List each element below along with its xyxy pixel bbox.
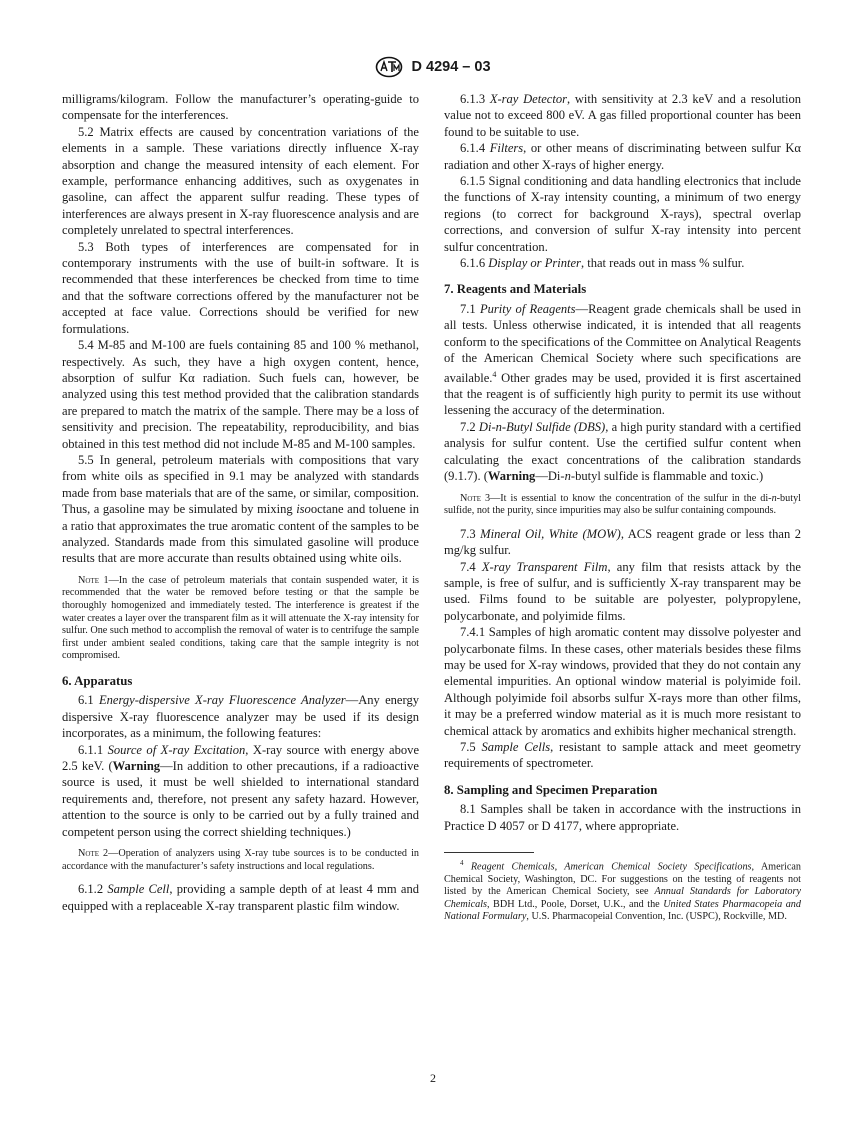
page-number: 2 xyxy=(430,1071,436,1085)
note-3: Note 3—It is essential to know the concentration of the sulfur in the di-n-butyl sulfide, not the purity, since impurities may also be sulfur containing compounds. xyxy=(444,492,801,517)
paragraph-6-1-4: 6.1.4 Filters, or other means of discriminating between sulfur Kα radiation and other X-rays of higher energy. xyxy=(444,141,802,172)
paragraph-6-1-3: 6.1.3 X-ray Detector, with sensitivity at 2.3 keV and a resolution value not to exceed 800 eV. A gas filled proportional counter has been found to be suitable to use. xyxy=(444,92,802,139)
right-column xyxy=(444,91,801,923)
paragraph-6-1-1: 6.1.1 Source of X-ray Excitation, X-ray source with energy above 2.5 keV. (Warning—In addition to other precautions, if a radioactive source is used, it must be well shielded to international standard requirements and, therefore, not present any safety hazard. However, attention to the source is only to be carried out by a fully trained and competent person using the correct shielding techniques.) xyxy=(62,742,420,839)
paragraph-5-5: 5.5 In general, petroleum materials with compositions that vary from white oils as specified in 9.1 may be analyzed with standards made from base materials that are of the same, or similar, composition. Thus, a gasoline may be simulated by mixing isooctane and toluene in a ratio that approximates the true aromatic content of the samples to be analyzed. Standards made from this simulated gasoline will produce results that are more accurate than results obtained using white oils. xyxy=(62,452,419,566)
paragraph-7-1: 7.1 Purity of Reagents—Reagent grade chemicals shall be used in all tests. Unless otherwise indicated, it is intended that all reagents conform to the specifications of the Committee on Analytical Reagents of the American Chemical Society where such specifications are available.$^4$ Other grades may be used, provided it is first ascertained that the reagent is of sufficiently high purity to permit its use without lessening the accuracy of the determination. xyxy=(444,301,801,418)
paragraph-6-1: 6.1 Energy-dispersive X-ray Fluorescence Analyzer—Any energy dispersive X-ray fluorescence analyzer may be used if its design incorporates, as a minimum, the following features: xyxy=(62,693,419,741)
paragraph-8-1: 8.1 Samples shall be taken in accordance with the instructions in Practice D 4057 or D 4177, where appropriate. xyxy=(444,802,801,833)
left-column xyxy=(62,91,419,914)
section-heading-sampling: 8. Sampling and Specimen Preparation xyxy=(444,782,658,797)
paragraph-5-2: 5.2 Matrix effects are caused by concentration variations of the elements in a sample. These variations directly influence X-ray absorption and change the measured intensity of each element. For example, performance enhancing additives, such as oxygenates in gasoline, can affect the apparent sulfur reading. These types of interferences are always present in X-ray fluorescence analysis and are completely unrelated to spectral interferences. xyxy=(62,124,419,238)
paragraph-7-5: 7.5 Sample Cells, resistant to sample attack and meet geometry requirements of spectrometer. xyxy=(444,739,801,771)
footnote-divider xyxy=(444,852,534,853)
page-header xyxy=(0,56,866,78)
paragraph-6-1-6: 6.1.6 Display or Printer, that reads out in mass % sulfur. xyxy=(460,256,745,271)
paragraph-6-1-2: 6.1.2 Sample Cell, providing a sample depth of at least 4 mm and equipped with a replaceable X-ray transparent plastic film window. xyxy=(62,882,420,913)
paragraph-continued: milligrams/kilogram. Follow the manufacturer’s operating-guide to compensate for the interferences. xyxy=(62,92,419,123)
document-id: D 4294 – 03 xyxy=(411,58,491,75)
note-1: Note 1—In the case of petroleum materials that contain suspended water, it is recommended that the water be removed before testing or that the sample be thoroughly homogenized and immediately tested. The interference is greatest if the water creates a layer over the transparent film as it will attenuate the X-ray intensity for sulfur. One such method to accomplish the removal of water is to centrifuge the sample first under ambient sealed conditions, taking care that the sample integrity is not compromised. xyxy=(62,574,419,662)
section-heading-apparatus: 6. Apparatus xyxy=(62,673,133,688)
note-2: Note 2—Operation of analyzers using X-ray tube sources is to be conducted in accordance with the manufacturer’s safety instructions and local regulations. xyxy=(62,848,420,872)
astm-logo-icon xyxy=(375,56,403,78)
paragraph-7-2: 7.2 Di-n-Butyl Sulfide (DBS), a high purity standard with a certified analysis for sulfur content. Use the certified sulfur content when calculating the exact concentrations of the calibration standards (9.1.7). (Warning—Di-n-butyl sulfide is flammable and toxic.) xyxy=(444,419,801,484)
paragraph-5-3: 5.3 Both types of interferences are compensated for in contemporary instruments with the use of built-in software. It is recommended that these interferences be checked from time to time and that the software corrections offered by the manufacturer not be accepted at face value. Corrections should be verified for new formulations. xyxy=(62,239,419,336)
paragraph-7-3: 7.3 Mineral Oil, White (MOW), ACS reagent grade or less than 2 mg/kg sulfur. xyxy=(444,526,801,558)
paragraph-5-4: 5.4 M-85 and M-100 are fuels containing 85 and 100 % methanol, respectively. As such, they have a high oxygen content, hence, absorption of sulfur Kα radiation. Such fuels can, however, be analyzed using this test method provided that the calibration standards are prepared to match the matrix of the sample. There may be a loss of sensitivity and precision. The repeatability, reproducibility, and bias obtained in this test method did not include M-85 and M-100 samples. xyxy=(62,338,419,451)
footnote-4: $^4$ Reagent Chemicals, American Chemical Society Specifications, American Chemical Society, Washington, DC. For suggestions on the testing of reagents not listed by the American Chemical Society, see Annual Standards for Laboratory Chemicals, BDH Ltd., Poole, Dorset, U.K., and the United States Pharmacopeia and National Formulary, U.S. Pharmacopeial Convention, Inc. (USPC), Rockville, MD. xyxy=(444,859,801,923)
paragraph-6-1-5: 6.1.5 Signal conditioning and data handling electronics that include the functions of X-ray intensity counting, a minimum of two energy regions (to correct for background X-rays), spectral overlap corrections, and conversion of sulfur X-ray intensity into percent sulfur concentration. xyxy=(444,174,801,254)
paragraph-7-4-1: 7.4.1 Samples of high aromatic content may dissolve polyester and polycarbonate films. In these cases, other materials besides these films may be used for X-ray windows, provided that they do not contain any elemental impurities. An optional window material is polyimide foil. Although polyimide foil absorbs sulfur X-rays more than other films, it may be a preferred window material as it is much more resistant to chemical attack by aromatics and exhibits higher mechanical strength. xyxy=(444,625,801,738)
section-heading-reagents: 7. Reagents and Materials xyxy=(444,282,587,297)
paragraph-7-4: 7.4 X-ray Transparent Film, any film that resists attack by the sample, is free of sulfur, and is sufficiently X-ray transparent may be used. Films found to be suitable are polyester, polypropylene, polycarbonate, and polyimide films. xyxy=(444,559,801,623)
